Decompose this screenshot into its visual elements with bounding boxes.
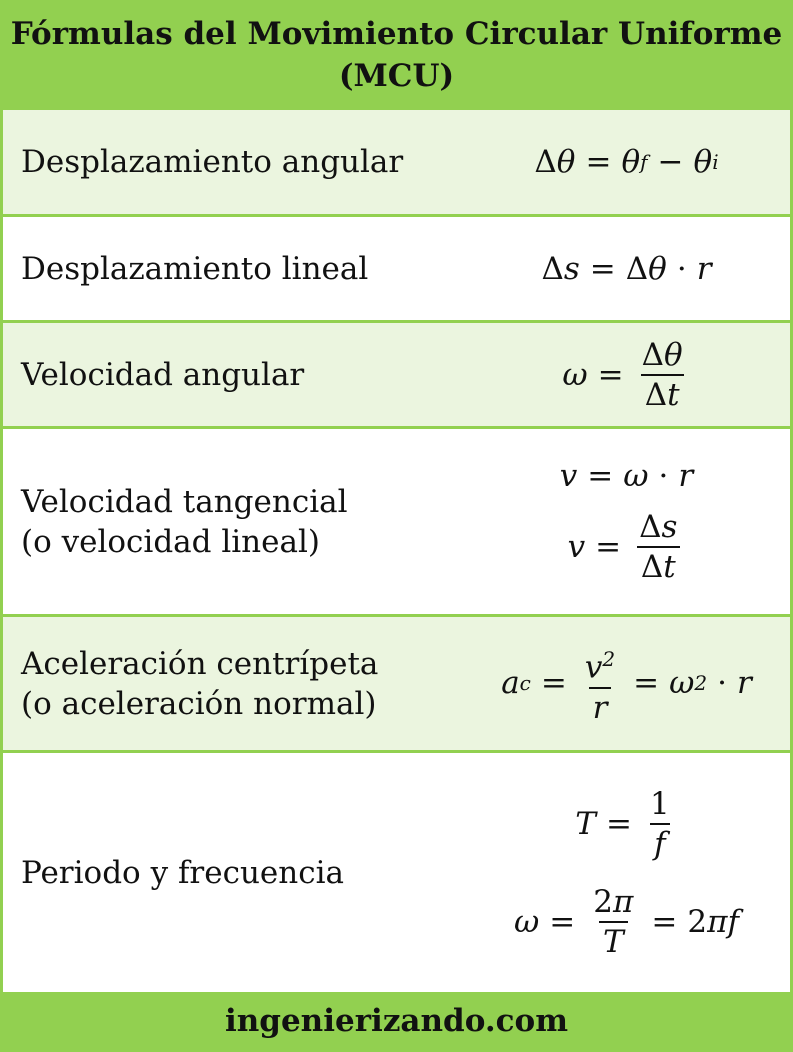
formula-linear-displacement: Δ s = Δ θ · r [541, 250, 712, 287]
footer-website: ingenierizando.com [3, 992, 790, 1049]
formula-tangential-velocity-1: v = ω · r [559, 457, 694, 494]
concept-label [21, 217, 461, 320]
concept-label [21, 753, 461, 992]
table-row [3, 323, 790, 429]
formula-cell [463, 429, 790, 614]
concept-line: Desplazamiento lineal [21, 250, 369, 287]
formula-cell [463, 217, 790, 320]
fraction: $\frac{2\pi}{T}$ [593, 883, 634, 960]
fraction: $\frac{\Delta s}{\Delta t}$ [635, 508, 681, 586]
title-line-2: (MCU) [338, 58, 455, 94]
table-row [3, 110, 790, 217]
concept-label [21, 323, 461, 426]
formula-angular-displacement: Δ θ = θ f − θ i [534, 144, 719, 180]
concept-line: Velocidad tangencial [21, 483, 348, 520]
formula-centripetal-acceleration: a c = $\frac{v^2}{r}$ = ω 2 · r [501, 640, 752, 726]
fraction: $\frac{\Delta\theta}{\Delta t}$ [641, 336, 683, 413]
concept-label [21, 617, 461, 750]
concept-line: Periodo y frecuencia [21, 854, 344, 891]
formula-cell [463, 323, 790, 426]
formula-angular-velocity: ω = $\frac{\Delta\theta}{\Delta t}$ [562, 336, 690, 414]
concept-line: (o aceleración normal) [21, 685, 377, 722]
table-row [3, 617, 790, 753]
title-line-1: Fórmulas del Movimiento Circular Uniforme [10, 16, 783, 52]
formula-cell [463, 110, 790, 214]
formula-cell [463, 753, 790, 992]
table-row [3, 753, 790, 992]
page-title [3, 3, 790, 110]
fraction: $\frac{1}{f}$ [649, 785, 670, 862]
concept-line: (o velocidad lineal) [21, 523, 320, 560]
formula-cell [463, 617, 790, 750]
concept-label [21, 429, 461, 614]
formula-tangential-velocity-2: v = $\frac{\Delta s}{\Delta t}$ [568, 508, 686, 586]
fraction: $\frac{v^2}{r}$ [584, 647, 616, 726]
formula-period: T = $\frac{1}{f}$ [575, 785, 677, 863]
formula-frequency: ω = $\frac{2\pi}{T}$ = 2 πf [514, 883, 739, 960]
concept-line: Aceleración centrípeta [21, 645, 379, 682]
table-row [3, 429, 790, 617]
concept-line: Desplazamiento angular [21, 144, 404, 180]
concept-label [21, 110, 461, 214]
table-row [3, 217, 790, 323]
concept-line: Velocidad angular [21, 356, 305, 393]
